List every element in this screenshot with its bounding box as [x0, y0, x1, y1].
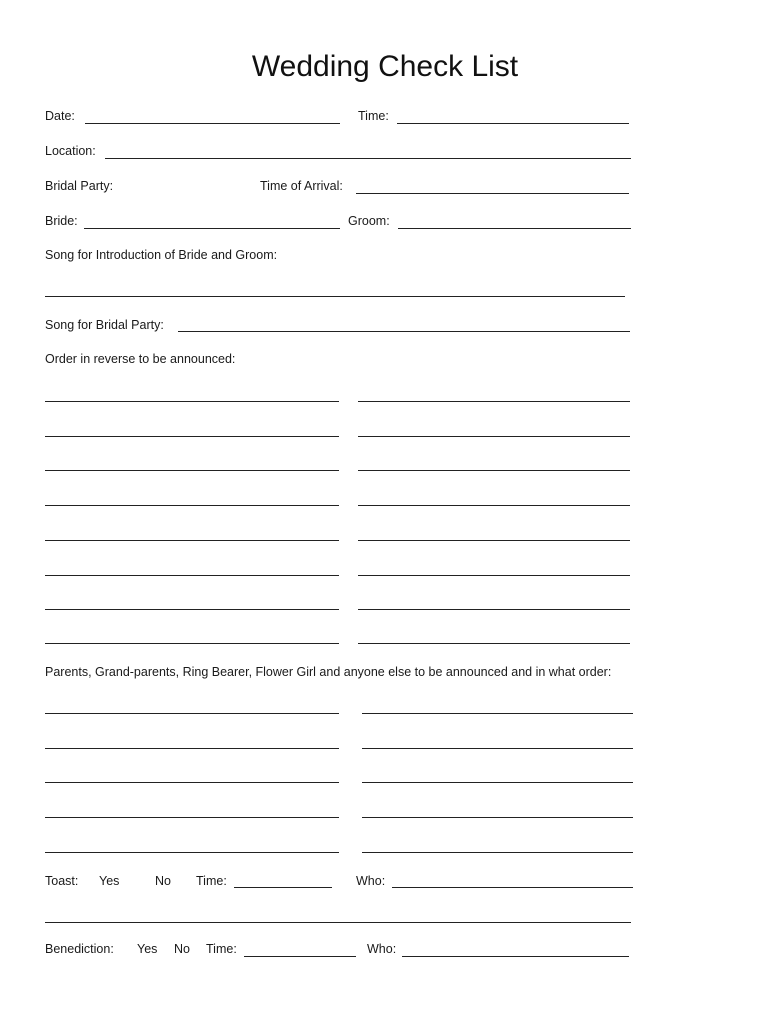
benediction-who-field[interactable]	[402, 956, 629, 957]
order-line-right[interactable]	[358, 609, 630, 610]
toast-label: Toast:	[45, 874, 79, 888]
groom-label: Groom:	[348, 214, 390, 228]
parents-line-left[interactable]	[45, 782, 339, 783]
order-line-left[interactable]	[45, 540, 339, 541]
song-bridal-party-field[interactable]	[178, 331, 630, 332]
song-bridal-party-label: Song for Bridal Party:	[45, 318, 164, 332]
parents-line-left[interactable]	[45, 852, 339, 853]
order-line-left[interactable]	[45, 575, 339, 576]
parents-line-right[interactable]	[362, 713, 633, 714]
toast-no-option[interactable]: No	[155, 874, 171, 888]
time-of-arrival-label: Time of Arrival:	[260, 179, 343, 193]
order-reverse-label: Order in reverse to be announced:	[45, 352, 236, 366]
date-label: Date:	[45, 109, 75, 123]
bride-label: Bride:	[45, 214, 78, 228]
page-title: Wedding Check List	[251, 50, 519, 83]
time-of-arrival-field[interactable]	[356, 193, 629, 194]
toast-who-field[interactable]	[392, 887, 633, 888]
order-line-left[interactable]	[45, 643, 339, 644]
parents-line-left[interactable]	[45, 748, 339, 749]
parents-line-right[interactable]	[362, 852, 633, 853]
benediction-time-label: Time:	[206, 942, 237, 956]
order-line-left[interactable]	[45, 609, 339, 610]
order-line-left[interactable]	[45, 470, 339, 471]
toast-time-label: Time:	[196, 874, 227, 888]
benediction-who-label: Who:	[367, 942, 397, 956]
order-line-right[interactable]	[358, 643, 630, 644]
toast-yes-option[interactable]: Yes	[99, 874, 120, 888]
parents-label: Parents, Grand-parents, Ring Bearer, Flower Girl and anyone else to be announced and in what order:	[45, 665, 612, 679]
toast-time-field[interactable]	[234, 887, 332, 888]
order-line-left[interactable]	[45, 505, 339, 506]
parents-line-left[interactable]	[45, 713, 339, 714]
order-line-right[interactable]	[358, 575, 630, 576]
parents-line-right[interactable]	[362, 748, 633, 749]
date-field[interactable]	[85, 123, 340, 124]
toast-notes-field[interactable]	[45, 922, 631, 923]
parents-line-right[interactable]	[362, 782, 633, 783]
parents-line-right[interactable]	[362, 817, 633, 818]
parents-line-left[interactable]	[45, 817, 339, 818]
benediction-yes-option[interactable]: Yes	[137, 942, 158, 956]
song-intro-field[interactable]	[45, 296, 625, 297]
time-field[interactable]	[397, 123, 629, 124]
order-line-right[interactable]	[358, 401, 630, 402]
order-line-right[interactable]	[358, 470, 630, 471]
toast-who-label: Who:	[356, 874, 386, 888]
time-label: Time:	[358, 109, 389, 123]
order-line-right[interactable]	[358, 505, 630, 506]
benediction-label: Benediction:	[45, 942, 114, 956]
order-line-left[interactable]	[45, 401, 339, 402]
bride-field[interactable]	[84, 228, 340, 229]
location-label: Location:	[45, 144, 96, 158]
groom-field[interactable]	[398, 228, 631, 229]
benediction-no-option[interactable]: No	[174, 942, 190, 956]
order-line-right[interactable]	[358, 540, 630, 541]
song-intro-label: Song for Introduction of Bride and Groom:	[45, 248, 278, 262]
order-line-left[interactable]	[45, 436, 339, 437]
order-line-right[interactable]	[358, 436, 630, 437]
benediction-time-field[interactable]	[244, 956, 356, 957]
bridal-party-label: Bridal Party:	[45, 179, 114, 193]
location-field[interactable]	[105, 158, 631, 159]
